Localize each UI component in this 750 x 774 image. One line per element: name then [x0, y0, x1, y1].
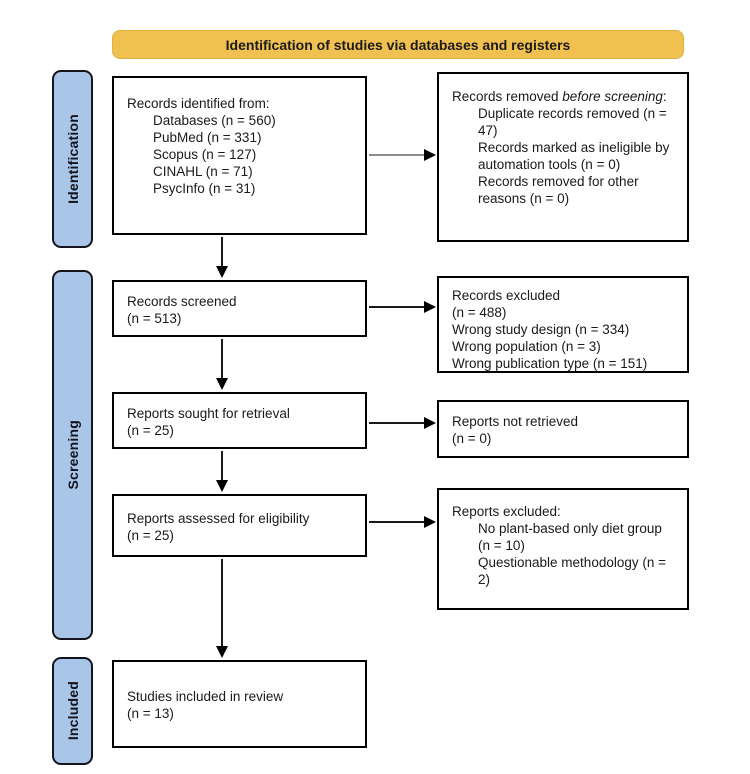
arrow-sought-to-assessed [221, 451, 223, 483]
box-text: (n = 513) [127, 310, 182, 326]
list-item: Duplicate records removed (n = 47) [478, 106, 667, 138]
list-item: Records marked as ineligible by automation tools (n = 0) [478, 140, 670, 172]
box-text: (n = 25) [127, 527, 174, 543]
stage-included [52, 657, 93, 765]
arrow-assessed-to-included [221, 559, 223, 649]
box-text: (n = 13) [127, 706, 174, 721]
list-item: PubMed (n = 331) [153, 130, 262, 145]
arrow-sought-to-not-retrieved [369, 422, 426, 424]
banner-title: Identification of studies via databases and registers [225, 36, 571, 53]
arrowhead-right-icon [424, 301, 436, 313]
list-item: Questionable methodology (n = 2) [478, 555, 666, 587]
arrowhead-right-icon [424, 149, 436, 161]
arrowhead-down-icon [216, 480, 228, 492]
box-title: Reports excluded: [452, 504, 561, 519]
list-item: PsycInfo (n = 31) [153, 181, 256, 196]
arrow-assessed-to-reports-excluded [369, 521, 426, 523]
box-records-screened [112, 280, 367, 337]
arrowhead-right-icon [424, 417, 436, 429]
box-records-excluded [437, 276, 689, 373]
box-text: Reports not retrieved [452, 414, 579, 429]
box-records-removed [437, 72, 689, 242]
box-reports-excluded [437, 488, 689, 610]
banner [112, 30, 684, 59]
stage-identification [52, 70, 93, 248]
box-text: Reports sought for retrieval [127, 405, 290, 421]
box-reports-assessed [112, 494, 367, 557]
box-title: Records identified from: [127, 96, 270, 111]
box-reports-not-retrieved [437, 400, 689, 458]
arrowhead-down-icon [216, 266, 228, 278]
arrow-screened-to-sought [221, 339, 223, 381]
box-text: (n = 488) [452, 305, 507, 320]
arrowhead-down-icon [216, 378, 228, 390]
box-reports-sought [112, 392, 367, 449]
box-text: Wrong publication type (n = 151) [452, 356, 648, 371]
box-text: Records excluded [452, 288, 561, 303]
arrow-identified-to-removed [369, 154, 426, 156]
box-text: Reports assessed for eligibility [127, 510, 310, 526]
box-studies-included [112, 660, 367, 748]
stage-screening-label: Screening [64, 420, 81, 490]
box-text: Studies included in review [127, 689, 284, 704]
stage-identification-label: Identification [64, 114, 81, 204]
box-text: Records screened [127, 293, 237, 309]
box-records-identified [112, 76, 367, 235]
list-item: CINAHL (n = 71) [153, 164, 253, 179]
arrowhead-down-icon [216, 646, 228, 658]
arrowhead-right-icon [424, 516, 436, 528]
list-item: Databases (n = 560) [153, 113, 276, 128]
arrow-identified-to-screened [221, 237, 223, 269]
arrow-screened-to-excluded [369, 306, 426, 308]
box-title: Records removed before screening: [452, 89, 667, 104]
list-item: Records removed for other reasons (n = 0) [478, 174, 639, 206]
list-item: No plant-based only diet group (n = 10) [478, 521, 662, 553]
box-text: (n = 25) [127, 422, 174, 438]
box-text: Wrong population (n = 3) [452, 339, 601, 354]
box-title-italic: before screening [562, 89, 663, 104]
box-text: (n = 0) [452, 431, 492, 446]
stage-screening [52, 270, 93, 640]
box-text: Wrong study design (n = 334) [452, 322, 630, 337]
list-item: Scopus (n = 127) [153, 147, 257, 162]
stage-included-label: Included [64, 681, 81, 741]
